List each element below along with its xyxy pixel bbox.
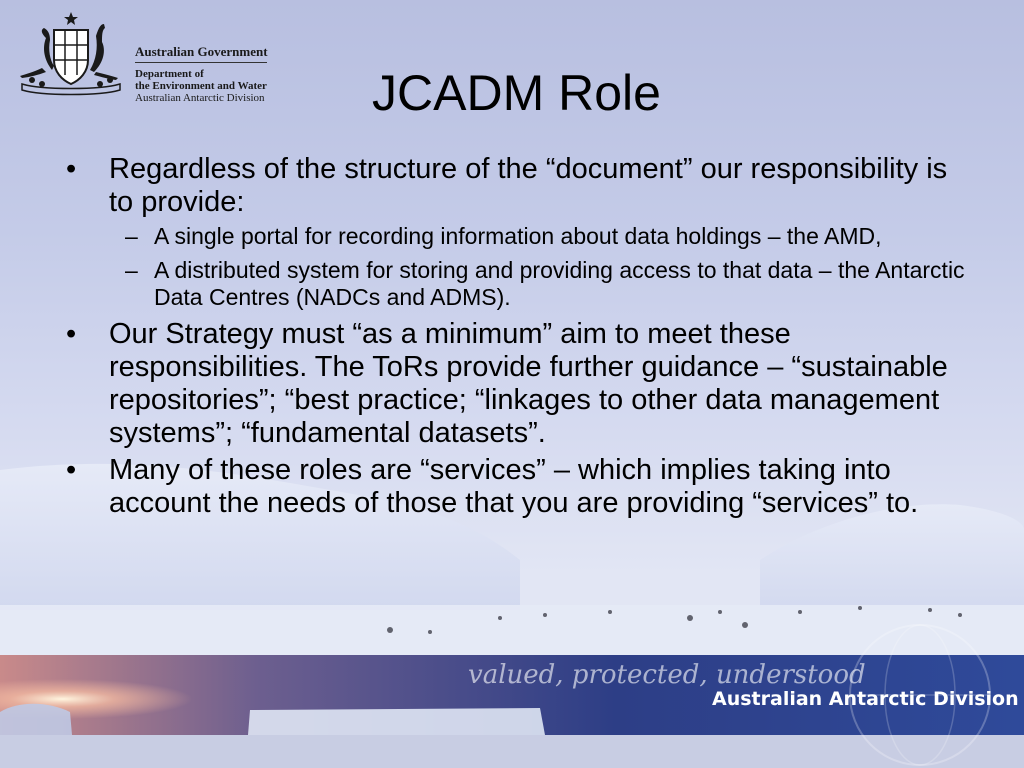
- bullet-text: Regardless of the structure of the “document” our responsibility is to provide:: [109, 153, 948, 218]
- bullet-text: Our Strategy must “as a minimum” aim to meet these responsibilities. The ToRs provide further guidance – “sustainable repositories”; “best practice; “linkages to other data management systems”; “fundamental datasets”.: [109, 318, 948, 449]
- footer-tagline: valued, protected, understood: [468, 660, 866, 690]
- sub-bullet-item: [66, 257, 976, 311]
- bullet-marker: •: [66, 318, 77, 350]
- division-name: Australian Antarctic Division: [135, 92, 265, 104]
- government-name: Australian Government: [135, 44, 268, 59]
- slide-title: JCADM Role: [372, 65, 661, 121]
- sub-bullet-text: A single portal for recording information about data holdings – the AMD,: [154, 223, 882, 249]
- coat-of-arms-icon: [12, 10, 130, 100]
- bullet-marker: •: [66, 454, 77, 486]
- dash-marker: –: [125, 257, 138, 283]
- sub-bullet-item: [66, 223, 976, 250]
- bullet-marker: •: [66, 153, 77, 185]
- bullet-item: [66, 454, 976, 520]
- bullet-item: [66, 153, 976, 219]
- government-branding: [135, 44, 268, 105]
- sub-bullet-text: A distributed system for storing and providing access to that data – the Antarctic Data Centres (NADCs and ADMS).: [154, 257, 965, 310]
- slide-body: [66, 153, 976, 524]
- dash-marker: –: [125, 223, 138, 249]
- bullet-text: Many of these roles are “services” – which implies taking into account the needs of those that you are providing “services” to.: [109, 454, 919, 519]
- department-line-1: Department of: [135, 68, 204, 80]
- footer-division-name: Australian Antarctic Division: [712, 688, 1019, 710]
- department-line-2: the Environment and Water: [135, 80, 267, 92]
- branding-divider: [135, 62, 267, 63]
- bullet-item: [66, 318, 976, 450]
